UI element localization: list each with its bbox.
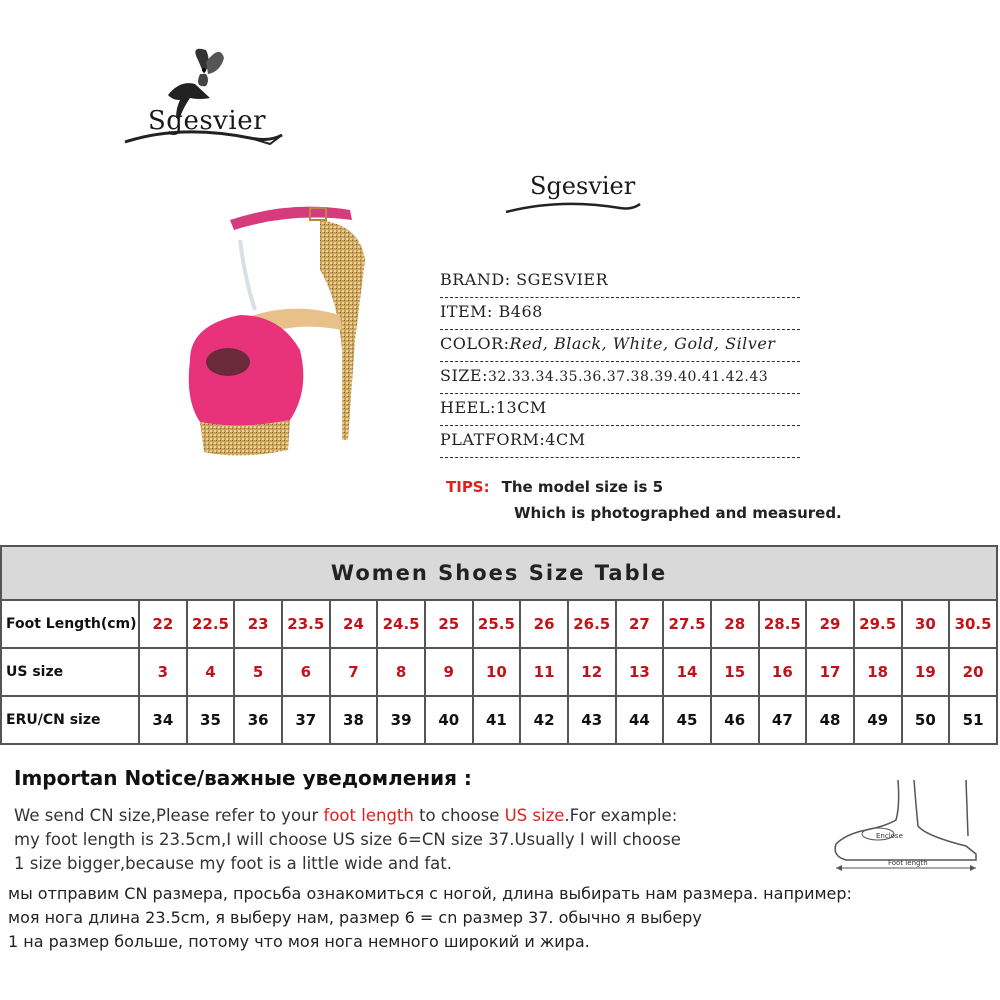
notice-ru-line-3: 1 на размер больше, потому что моя нога немного широкий и жира. xyxy=(8,932,590,951)
size-cell: 29.5 xyxy=(854,600,902,648)
size-cell: 30.5 xyxy=(949,600,997,648)
spec-heel xyxy=(440,394,800,426)
spec-label: SIZE: xyxy=(440,366,488,385)
size-cell: 15 xyxy=(711,648,759,696)
spec-size xyxy=(440,362,800,394)
size-cell: 6 xyxy=(282,648,330,696)
size-cell: 30 xyxy=(902,600,950,648)
notice-english xyxy=(14,804,681,876)
spec-list xyxy=(440,266,800,458)
notice-en-line-2: my foot length is 23.5cm,I will choose US size 6=CN size 37.Usually I will choose xyxy=(14,830,681,849)
notice-text: to choose xyxy=(413,806,505,825)
size-table xyxy=(0,545,998,745)
brand-logo-small xyxy=(500,168,650,228)
spec-label: HEEL: xyxy=(440,398,496,417)
size-cell: 25.5 xyxy=(473,600,521,648)
notice-en-line-1 xyxy=(14,804,681,828)
size-cell: 27.5 xyxy=(663,600,711,648)
foot-icon xyxy=(826,776,986,876)
size-cell: 38 xyxy=(330,696,378,744)
size-cell: 42 xyxy=(520,696,568,744)
size-cell: 36 xyxy=(234,696,282,744)
spec-label: PLATFORM: xyxy=(440,430,546,449)
size-cell: 25 xyxy=(425,600,473,648)
spec-value: 13CM xyxy=(495,398,547,417)
size-cell: 47 xyxy=(759,696,807,744)
spec-brand xyxy=(440,266,800,298)
size-row-us-size xyxy=(1,648,997,696)
notice-russian xyxy=(8,882,852,954)
size-cell: 19 xyxy=(902,648,950,696)
size-cell: 23 xyxy=(234,600,282,648)
butterfly-heel-icon xyxy=(120,40,290,160)
size-cell: 24 xyxy=(330,600,378,648)
spec-value: SGESVIER xyxy=(516,270,609,289)
size-cell: 43 xyxy=(568,696,616,744)
size-cell: 22.5 xyxy=(187,600,235,648)
size-row-header: ERU/CN size xyxy=(1,696,139,744)
size-row-header: Foot Length(cm) xyxy=(1,600,139,648)
spec-value: 32.33.34.35.36.37.38.39.40.41.42.43 xyxy=(487,369,769,385)
brand-logo-text: Sgesvier xyxy=(148,106,267,136)
size-cell: 9 xyxy=(425,648,473,696)
notice-text: .For example: xyxy=(564,806,678,825)
foot-measure-diagram xyxy=(826,776,986,876)
size-cell: 28.5 xyxy=(759,600,807,648)
size-cell: 18 xyxy=(854,648,902,696)
size-cell: 46 xyxy=(711,696,759,744)
notice-text: We send CN size,Please refer to your xyxy=(14,806,324,825)
spec-label: BRAND: xyxy=(440,270,517,289)
size-cell: 5 xyxy=(234,648,282,696)
notice-highlight: foot length xyxy=(323,806,414,825)
notice-en-line-3: 1 size bigger,because my foot is a little wide and fat. xyxy=(14,854,452,873)
brand-logo xyxy=(120,40,290,160)
notice-ru-line-1: мы отправим CN размера, просьба ознакомиться с ногой, длина выбирать нам размера. например: xyxy=(8,884,852,903)
spec-label: ITEM: xyxy=(440,302,499,321)
size-cell: 48 xyxy=(806,696,854,744)
size-cell: 28 xyxy=(711,600,759,648)
notice-highlight: US size xyxy=(504,806,565,825)
spec-value: B468 xyxy=(498,302,543,321)
tips-line-2: Which is photographed and measured. xyxy=(514,504,842,522)
size-cell: 3 xyxy=(139,648,187,696)
notice-ru-line-2: моя нога длина 23.5cm, я выберу нам, размер 6 = cn размер 37. обычно я выберу xyxy=(8,908,702,927)
size-cell: 20 xyxy=(949,648,997,696)
spec-item xyxy=(440,298,800,330)
size-cell: 34 xyxy=(139,696,187,744)
size-cell: 37 xyxy=(282,696,330,744)
size-cell: 50 xyxy=(902,696,950,744)
diagram-label-foot-length: Foot length xyxy=(888,859,928,867)
size-cell: 41 xyxy=(473,696,521,744)
size-cell: 12 xyxy=(568,648,616,696)
size-cell: 14 xyxy=(663,648,711,696)
tips xyxy=(446,478,842,522)
size-cell: 49 xyxy=(854,696,902,744)
spec-value: 4CM xyxy=(545,430,586,449)
diagram-label-enclose: Enclose xyxy=(876,832,903,840)
size-cell: 27 xyxy=(616,600,664,648)
size-cell: 13 xyxy=(616,648,664,696)
size-cell: 40 xyxy=(425,696,473,744)
size-cell: 8 xyxy=(377,648,425,696)
size-cell: 35 xyxy=(187,696,235,744)
size-cell: 23.5 xyxy=(282,600,330,648)
size-cell: 29 xyxy=(806,600,854,648)
size-cell: 26.5 xyxy=(568,600,616,648)
spec-color xyxy=(440,330,800,362)
size-cell: 45 xyxy=(663,696,711,744)
size-cell: 44 xyxy=(616,696,664,744)
tips-label: TIPS: xyxy=(446,478,490,496)
product-image xyxy=(170,190,400,480)
pink-heel-shoe-icon xyxy=(170,190,400,480)
size-row-header: US size xyxy=(1,648,139,696)
notice-title: Importan Notice/важные уведомления : xyxy=(14,766,472,790)
size-cell: 22 xyxy=(139,600,187,648)
brand-logo-small-text: Sgesvier xyxy=(530,172,636,200)
size-cell: 10 xyxy=(473,648,521,696)
size-cell: 4 xyxy=(187,648,235,696)
size-cell: 11 xyxy=(520,648,568,696)
size-cell: 26 xyxy=(520,600,568,648)
size-row-foot-length xyxy=(1,600,997,648)
spec-label: COLOR: xyxy=(440,334,510,353)
tips-line-1: The model size is 5 xyxy=(501,478,664,496)
size-cell: 24.5 xyxy=(377,600,425,648)
size-cell: 16 xyxy=(759,648,807,696)
size-cell: 39 xyxy=(377,696,425,744)
spec-value: Red, Black, White, Gold, Silver xyxy=(509,334,776,353)
size-table-title: Women Shoes Size Table xyxy=(1,546,997,600)
spec-platform xyxy=(440,426,800,458)
size-row-eu-cn-size xyxy=(1,696,997,744)
size-cell: 7 xyxy=(330,648,378,696)
size-cell: 17 xyxy=(806,648,854,696)
size-cell: 51 xyxy=(949,696,997,744)
